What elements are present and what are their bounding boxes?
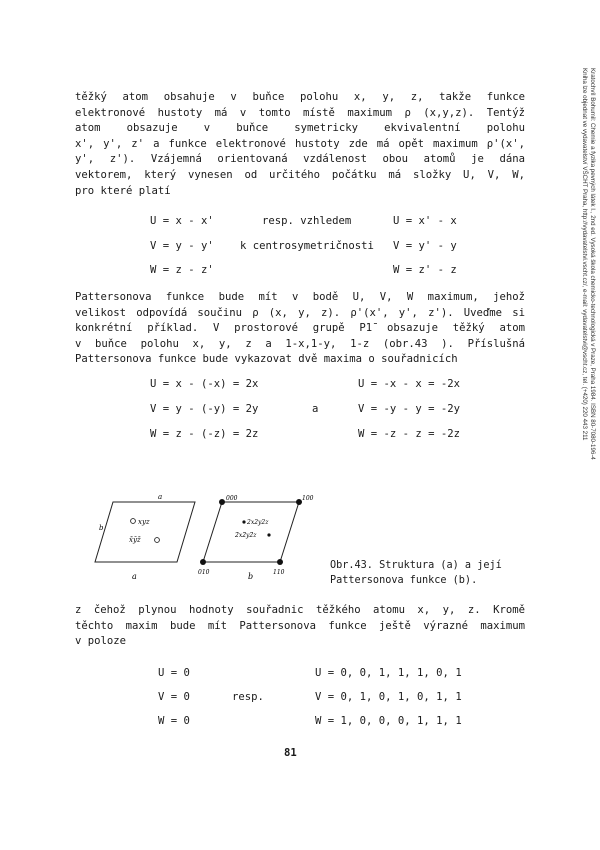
peak-label-2: 2̄x2̄y2̄z (235, 532, 257, 539)
caption-line-1: Obr.43. Struktura (a) a její (330, 560, 502, 571)
cell-a-side-label: b (99, 524, 104, 532)
equation: W = z - (-z) = 2z (150, 428, 259, 440)
figure-caption (330, 558, 530, 588)
equation-note: k centrosymetričnosti (240, 240, 374, 252)
peak-label-1: 2x2y2z (247, 519, 269, 526)
equation: U = 0 (158, 667, 190, 679)
equation: V = y - (-y) = 2y (150, 403, 259, 415)
cell-a-outline (95, 502, 195, 562)
text-line: v poloze (75, 635, 127, 648)
side-citation-line-2: Kniha lze objednat ve vydavatelství VŠCHT Praha, http://vydavatelstvi.vscht.cz/, e-mail: vydavatelstvi@vscht.cz, tel. (+420) 220 443 211 (581, 68, 588, 441)
equation: W = 1, 0, 0, 0, 1, 1, 1 (315, 715, 462, 727)
paragraph-2 (75, 290, 525, 368)
equation: U = x' - x (393, 215, 457, 227)
equation: V = y' - y (393, 240, 457, 252)
atom-label-2: x̄ȳz̄ (129, 536, 141, 544)
peak-110 (277, 559, 283, 565)
peak-000 (219, 499, 225, 505)
equation: W = z - z' (150, 264, 214, 276)
corner-label-010: 010 (198, 569, 210, 576)
equation: U = x - (-x) = 2x (150, 378, 259, 390)
text-line: v buňce polohu x, y, z a 1-x,1-y, 1-z (obr.43 ). Příslušná (75, 337, 525, 350)
peak-marker-2 (267, 533, 270, 536)
paragraph-1 (75, 90, 525, 199)
caption-line-2: Pattersonova funkce (b). (330, 575, 478, 586)
equation: W = z' - z (393, 264, 457, 276)
side-citation (566, 68, 596, 588)
panel-a-label: a (132, 572, 137, 581)
equation: U = x - x' (150, 215, 214, 227)
text-line: vektorem, který vynesen od určitého počátku má složky U, V, W, (75, 168, 525, 181)
text-line: Pattersonova funkce bude vykazovat dvě maxima o souřadnicích (75, 353, 458, 366)
equation: V = y - y' (150, 240, 214, 252)
text-line: x', y', z' a funkce elektronové hustoty zde má opět maximum ρ'(x', (75, 137, 525, 150)
page-number: 81 (284, 747, 297, 759)
text-line: velikost odpovídá součinu ρ (x, y, z). ρ'(x', y', z'). Uveďme si (75, 306, 525, 319)
text-line: těžký atom obsahuje v buňce polohu x, y, z, takže funkce (75, 91, 525, 103)
equation-conjunction: a (312, 403, 319, 415)
equation: V = 0, 1, 0, 1, 0, 1, 1 (315, 691, 462, 703)
paragraph-3 (75, 603, 525, 650)
corner-label-000: 000 (226, 495, 238, 502)
peak-marker-1 (242, 520, 245, 523)
corner-label-110: 110 (273, 569, 285, 576)
text-line: y', z'). Vzájemná orientovaná vzdálenost obou atomů je dána (75, 153, 525, 166)
text-line: pro které platí (75, 184, 171, 197)
text-line: elektronové hustoty má v tomto místě maximum ρ (x,y,z). Tentýž (75, 106, 525, 119)
atom-label-1: xyz (138, 518, 150, 526)
equation: U = 0, 0, 1, 1, 1, 0, 1 (315, 667, 462, 679)
atom-marker-2 (155, 538, 160, 543)
side-citation-line-1: Kratochvíl Bohumil: Chemie a fyzika pevných látek I., 2nd ed. Vysoká škola chemicko-technologická v Praze, Praha 1984. ISBN 80-7080-196-4 (589, 68, 596, 460)
equation: V = -y - y = -2y (358, 403, 461, 415)
equation: W = 0 (158, 715, 190, 727)
corner-label-100: 100 (302, 495, 314, 502)
atom-marker-1 (131, 519, 136, 524)
equation: U = -x - x = -2x (358, 378, 461, 390)
figure-43 (85, 490, 325, 585)
text-line: z čehož plynou hodnoty souřadnic těžkého atomu x, y, z. Kromě (75, 604, 525, 616)
panel-b-label: b (248, 572, 254, 581)
text-line: konkrétní příklad. V prostorové grupě P1̄ obsazuje těžký atom (75, 322, 525, 335)
text-line: Pattersonova funkce bude mít v bodě U, V, W maximum, jehož (75, 291, 525, 303)
equation-note: resp. vzhledem (262, 215, 352, 227)
cell-a-edge-label: a (158, 493, 163, 501)
equation: W = -z - z = -2z (358, 428, 461, 440)
text-line: těchto maxim bude mít Pattersonova funkce ještě výrazné maximum (75, 619, 525, 632)
text-line: atom obsazuje v buňce symetricky ekvivalentní polohu (75, 122, 525, 135)
equation: V = 0 (158, 691, 190, 703)
equation-note: resp. (232, 691, 264, 703)
peak-010 (200, 559, 206, 565)
